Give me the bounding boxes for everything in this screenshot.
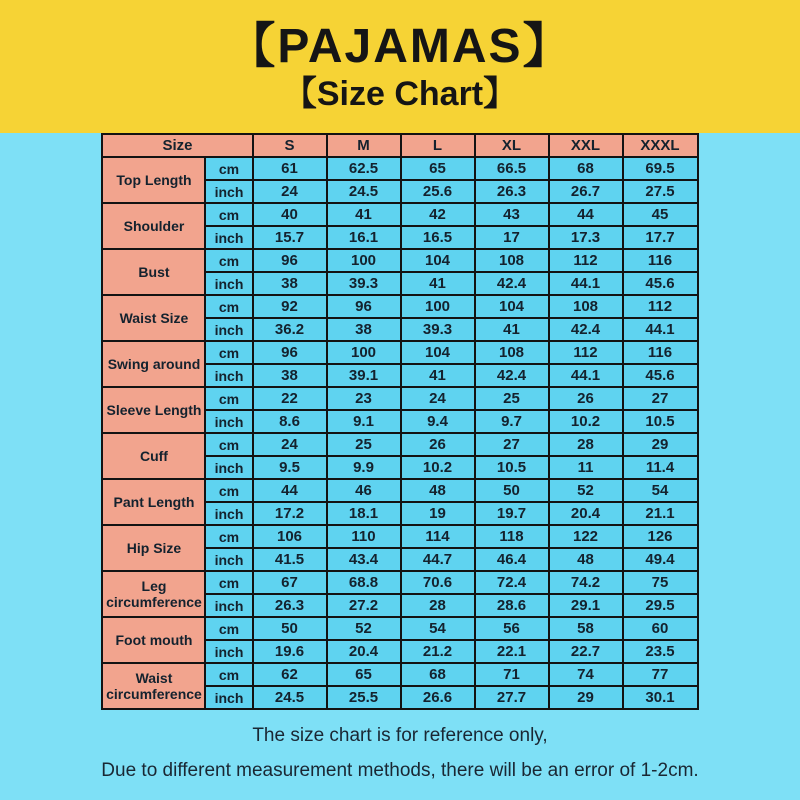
value-cell: 112 (549, 249, 623, 272)
value-cell: 11.4 (623, 456, 698, 479)
value-cell: 62 (253, 663, 327, 686)
value-cell: 74.2 (549, 571, 623, 594)
value-cell: 126 (623, 525, 698, 548)
value-cell: 29 (623, 433, 698, 456)
unit-cell-inch: inch (205, 410, 252, 433)
value-cell: 29.5 (623, 594, 698, 617)
value-cell: 25 (327, 433, 401, 456)
value-cell: 42.4 (475, 272, 549, 295)
value-cell: 15.7 (253, 226, 327, 249)
value-cell: 26.7 (549, 180, 623, 203)
unit-cell-inch: inch (205, 456, 252, 479)
value-cell: 8.6 (253, 410, 327, 433)
value-cell: 44.1 (623, 318, 698, 341)
row-label: Pant Length (102, 479, 205, 525)
value-cell: 45.6 (623, 272, 698, 295)
value-cell: 21.1 (623, 502, 698, 525)
value-cell: 52 (549, 479, 623, 502)
unit-cell-cm: cm (205, 525, 252, 548)
value-cell: 27.5 (623, 180, 698, 203)
row-label: Leg circumference (102, 571, 205, 617)
footer-note-1: The size chart is for reference only, (252, 725, 548, 746)
value-cell: 10.5 (475, 456, 549, 479)
value-cell: 42.4 (475, 364, 549, 387)
value-cell: 25.6 (401, 180, 475, 203)
row-label: Waist circumference (102, 663, 205, 709)
size-col-header-xxl: XXL (549, 134, 623, 157)
unit-cell-cm: cm (205, 203, 252, 226)
value-cell: 118 (475, 525, 549, 548)
value-cell: 19.7 (475, 502, 549, 525)
unit-cell-cm: cm (205, 295, 252, 318)
unit-cell-cm: cm (205, 433, 252, 456)
unit-cell-inch: inch (205, 502, 252, 525)
value-cell: 106 (253, 525, 327, 548)
value-cell: 44.1 (549, 272, 623, 295)
value-cell: 40 (253, 203, 327, 226)
value-cell: 116 (623, 249, 698, 272)
banner (0, 0, 800, 133)
value-cell: 104 (401, 341, 475, 364)
page-subtitle: 【Size Chart】 (282, 74, 518, 113)
value-cell: 122 (549, 525, 623, 548)
value-cell: 116 (623, 341, 698, 364)
unit-cell-inch: inch (205, 364, 252, 387)
value-cell: 26.6 (401, 686, 475, 709)
row-label: Bust (102, 249, 205, 295)
unit-cell-cm: cm (205, 157, 252, 180)
unit-cell-cm: cm (205, 249, 252, 272)
value-cell: 45 (623, 203, 698, 226)
value-cell: 27.2 (327, 594, 401, 617)
value-cell: 10.2 (401, 456, 475, 479)
unit-cell-cm: cm (205, 341, 252, 364)
unit-cell-cm: cm (205, 479, 252, 502)
value-cell: 26.3 (253, 594, 327, 617)
value-cell: 61 (253, 157, 327, 180)
value-cell: 44.7 (401, 548, 475, 571)
content-area (0, 133, 800, 782)
row-label: Waist Size (102, 295, 205, 341)
value-cell: 30.1 (623, 686, 698, 709)
value-cell: 108 (549, 295, 623, 318)
measurement-row-cm (102, 479, 697, 502)
unit-cell-cm: cm (205, 663, 252, 686)
row-label: Sleeve Length (102, 387, 205, 433)
value-cell: 22 (253, 387, 327, 410)
value-cell: 65 (327, 663, 401, 686)
value-cell: 9.9 (327, 456, 401, 479)
size-col-header-m: M (327, 134, 401, 157)
value-cell: 65 (401, 157, 475, 180)
value-cell: 39.1 (327, 364, 401, 387)
value-cell: 104 (401, 249, 475, 272)
measurement-row-cm (102, 157, 697, 180)
value-cell: 26 (401, 433, 475, 456)
row-label: Foot mouth (102, 617, 205, 663)
value-cell: 112 (623, 295, 698, 318)
value-cell: 24.5 (253, 686, 327, 709)
value-cell: 9.5 (253, 456, 327, 479)
value-cell: 75 (623, 571, 698, 594)
value-cell: 43.4 (327, 548, 401, 571)
value-cell: 28 (549, 433, 623, 456)
value-cell: 38 (327, 318, 401, 341)
value-cell: 68 (549, 157, 623, 180)
value-cell: 50 (253, 617, 327, 640)
value-cell: 26.3 (475, 180, 549, 203)
unit-cell-inch: inch (205, 640, 252, 663)
row-label: Hip Size (102, 525, 205, 571)
value-cell: 29 (549, 686, 623, 709)
header-row (102, 134, 697, 157)
value-cell: 16.5 (401, 226, 475, 249)
unit-cell-inch: inch (205, 594, 252, 617)
unit-cell-inch: inch (205, 226, 252, 249)
value-cell: 114 (401, 525, 475, 548)
value-cell: 24 (401, 387, 475, 410)
value-cell: 62.5 (327, 157, 401, 180)
value-cell: 21.2 (401, 640, 475, 663)
value-cell: 96 (253, 341, 327, 364)
value-cell: 74 (549, 663, 623, 686)
value-cell: 108 (475, 341, 549, 364)
value-cell: 100 (327, 341, 401, 364)
measurement-row-cm (102, 203, 697, 226)
unit-cell-cm: cm (205, 617, 252, 640)
value-cell: 24.5 (327, 180, 401, 203)
value-cell: 42 (401, 203, 475, 226)
value-cell: 54 (401, 617, 475, 640)
value-cell: 48 (401, 479, 475, 502)
value-cell: 27.7 (475, 686, 549, 709)
value-cell: 38 (253, 364, 327, 387)
value-cell: 20.4 (327, 640, 401, 663)
value-cell: 24 (253, 180, 327, 203)
value-cell: 46 (327, 479, 401, 502)
value-cell: 69.5 (623, 157, 698, 180)
value-cell: 92 (253, 295, 327, 318)
value-cell: 10.5 (623, 410, 698, 433)
value-cell: 41 (401, 364, 475, 387)
value-cell: 96 (253, 249, 327, 272)
value-cell: 22.1 (475, 640, 549, 663)
value-cell: 39.3 (327, 272, 401, 295)
value-cell: 28.6 (475, 594, 549, 617)
value-cell: 52 (327, 617, 401, 640)
value-cell: 27 (623, 387, 698, 410)
value-cell: 17.7 (623, 226, 698, 249)
unit-cell-inch: inch (205, 272, 252, 295)
footer-notes (0, 726, 800, 782)
value-cell: 110 (327, 525, 401, 548)
unit-cell-inch: inch (205, 548, 252, 571)
value-cell: 24 (253, 433, 327, 456)
value-cell: 71 (475, 663, 549, 686)
measurement-row-cm (102, 341, 697, 364)
value-cell: 41 (475, 318, 549, 341)
value-cell: 26 (549, 387, 623, 410)
measurement-row-cm (102, 525, 697, 548)
value-cell: 112 (549, 341, 623, 364)
value-cell: 39.3 (401, 318, 475, 341)
value-cell: 23 (327, 387, 401, 410)
value-cell: 10.2 (549, 410, 623, 433)
value-cell: 25.5 (327, 686, 401, 709)
unit-cell-cm: cm (205, 571, 252, 594)
value-cell: 44 (549, 203, 623, 226)
value-cell: 66.5 (475, 157, 549, 180)
measurement-row-cm (102, 249, 697, 272)
value-cell: 44.1 (549, 364, 623, 387)
value-cell: 17 (475, 226, 549, 249)
measurement-row-cm (102, 663, 697, 686)
value-cell: 25 (475, 387, 549, 410)
value-cell: 9.4 (401, 410, 475, 433)
value-cell: 108 (475, 249, 549, 272)
value-cell: 96 (327, 295, 401, 318)
value-cell: 58 (549, 617, 623, 640)
unit-cell-cm: cm (205, 387, 252, 410)
row-label: Top Length (102, 157, 205, 203)
size-col-header-s: S (253, 134, 327, 157)
value-cell: 38 (253, 272, 327, 295)
value-cell: 54 (623, 479, 698, 502)
value-cell: 29.1 (549, 594, 623, 617)
value-cell: 22.7 (549, 640, 623, 663)
measurement-row-cm (102, 387, 697, 410)
size-table-header (102, 134, 697, 157)
value-cell: 19.6 (253, 640, 327, 663)
value-cell: 9.1 (327, 410, 401, 433)
size-chart-table (101, 133, 698, 710)
value-cell: 100 (401, 295, 475, 318)
value-cell: 104 (475, 295, 549, 318)
row-label: Swing around (102, 341, 205, 387)
value-cell: 72.4 (475, 571, 549, 594)
row-label: Shoulder (102, 203, 205, 249)
size-header-cell: Size (102, 134, 252, 157)
footer-note-2: Due to different measurement methods, there will be an error of 1-2cm. (101, 759, 699, 781)
row-label: Cuff (102, 433, 205, 479)
value-cell: 45.6 (623, 364, 698, 387)
value-cell: 18.1 (327, 502, 401, 525)
value-cell: 41.5 (253, 548, 327, 571)
value-cell: 49.4 (623, 548, 698, 571)
value-cell: 44 (253, 479, 327, 502)
unit-cell-inch: inch (205, 686, 252, 709)
value-cell: 41 (401, 272, 475, 295)
value-cell: 28 (401, 594, 475, 617)
value-cell: 77 (623, 663, 698, 686)
value-cell: 20.4 (549, 502, 623, 525)
value-cell: 43 (475, 203, 549, 226)
value-cell: 41 (327, 203, 401, 226)
measurement-row-cm (102, 433, 697, 456)
size-table-body (102, 157, 697, 709)
value-cell: 68.8 (327, 571, 401, 594)
value-cell: 36.2 (253, 318, 327, 341)
value-cell: 56 (475, 617, 549, 640)
value-cell: 50 (475, 479, 549, 502)
value-cell: 67 (253, 571, 327, 594)
value-cell: 46.4 (475, 548, 549, 571)
measurement-row-cm (102, 571, 697, 594)
size-col-header-xl: XL (475, 134, 549, 157)
value-cell: 16.1 (327, 226, 401, 249)
unit-cell-inch: inch (205, 180, 252, 203)
value-cell: 17.2 (253, 502, 327, 525)
value-cell: 17.3 (549, 226, 623, 249)
measurement-row-cm (102, 295, 697, 318)
value-cell: 60 (623, 617, 698, 640)
measurement-row-cm (102, 617, 697, 640)
value-cell: 48 (549, 548, 623, 571)
value-cell: 9.7 (475, 410, 549, 433)
value-cell: 70.6 (401, 571, 475, 594)
value-cell: 19 (401, 502, 475, 525)
value-cell: 68 (401, 663, 475, 686)
size-col-header-l: L (401, 134, 475, 157)
value-cell: 42.4 (549, 318, 623, 341)
value-cell: 23.5 (623, 640, 698, 663)
size-col-header-xxxl: XXXL (623, 134, 698, 157)
value-cell: 27 (475, 433, 549, 456)
value-cell: 100 (327, 249, 401, 272)
unit-cell-inch: inch (205, 318, 252, 341)
value-cell: 11 (549, 456, 623, 479)
page-title: 【PAJAMAS】 (227, 20, 573, 74)
